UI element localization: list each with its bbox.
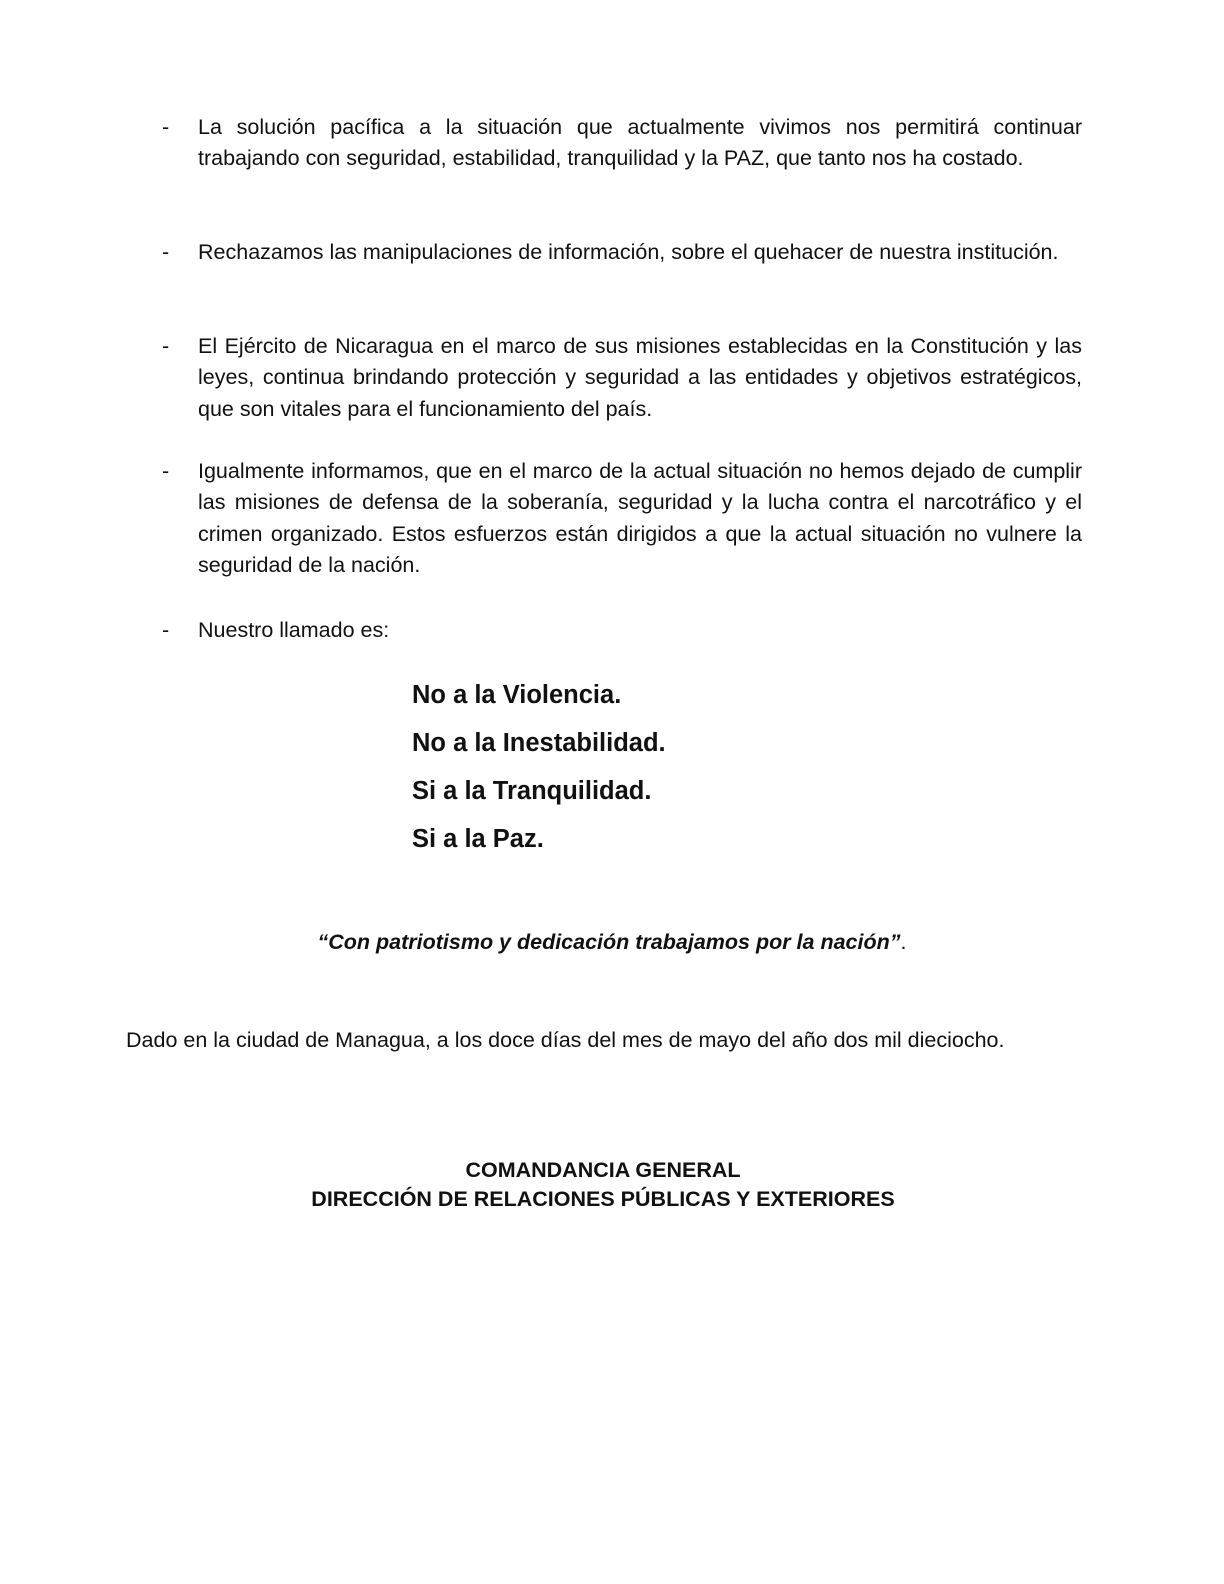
bullet-item-our-call: [162, 615, 1082, 646]
bullet-dash: -: [162, 459, 170, 483]
closing-statement: Dado en la ciudad de Managua, a los doce días del mes de mayo del año dos mil dieciocho.: [126, 1028, 1005, 1052]
slogan-list: [412, 676, 666, 868]
slogan-yes-peace: Si a la Paz.: [412, 825, 544, 853]
bullet-text: Rechazamos las manipulaciones de información, sobre el quehacer de nuestra institución.: [198, 240, 1059, 264]
bullet-item-reject-manipulation: [162, 237, 1082, 268]
bullet-dash: -: [162, 618, 170, 642]
bullet-dash: -: [162, 240, 170, 264]
motto-quote: “Con patriotismo y dedicación trabajamos por la nación”: [317, 930, 901, 954]
bullet-text: Nuestro llamado es:: [198, 618, 390, 642]
signature-line-comandancia: COMANDANCIA GENERAL: [465, 1158, 741, 1182]
slogan-no-instability: No a la Inestabilidad.: [412, 729, 666, 757]
bullet-item-peaceful-solution: [162, 112, 1082, 175]
slogan-no-violence: No a la Violencia.: [412, 681, 622, 709]
motto: [0, 930, 1224, 955]
signature-line-direccion: DIRECCIÓN DE RELACIONES PÚBLICAS Y EXTERIORES: [311, 1187, 895, 1211]
bullet-text: Igualmente informamos, que en el marco de la actual situación no hemos dejado de cumplir las misiones de defensa de la soberanía, seguridad y la lucha contra el narcotráfico y el crimen organizado. Estos esfuerzos están dirigidos a que la actual situación no vulnere la seguridad de la nación.: [198, 459, 1082, 577]
bullet-text: El Ejército de Nicaragua en el marco de sus misiones establecidas en la Constitución y las leyes, continua brindando protección y seguridad a las entidades y objetivos estratégicos, que son vitales para el funcionamiento del país.: [198, 334, 1082, 421]
bullet-item-army-missions: [162, 331, 1082, 425]
motto-end: .: [900, 930, 907, 954]
bullet-dash: -: [162, 115, 170, 139]
slogan-yes-tranquility: Si a la Tranquilidad.: [412, 777, 652, 805]
bullet-dash: -: [162, 334, 170, 358]
bullet-text: La solución pacífica a la situación que actualmente vivimos nos permitirá continuar trabajando con seguridad, estabilidad, tranquilidad y la PAZ, que tanto nos ha costado.: [198, 115, 1082, 171]
bullet-item-sovereignty: [162, 456, 1082, 581]
signature-block: [0, 1156, 1206, 1214]
